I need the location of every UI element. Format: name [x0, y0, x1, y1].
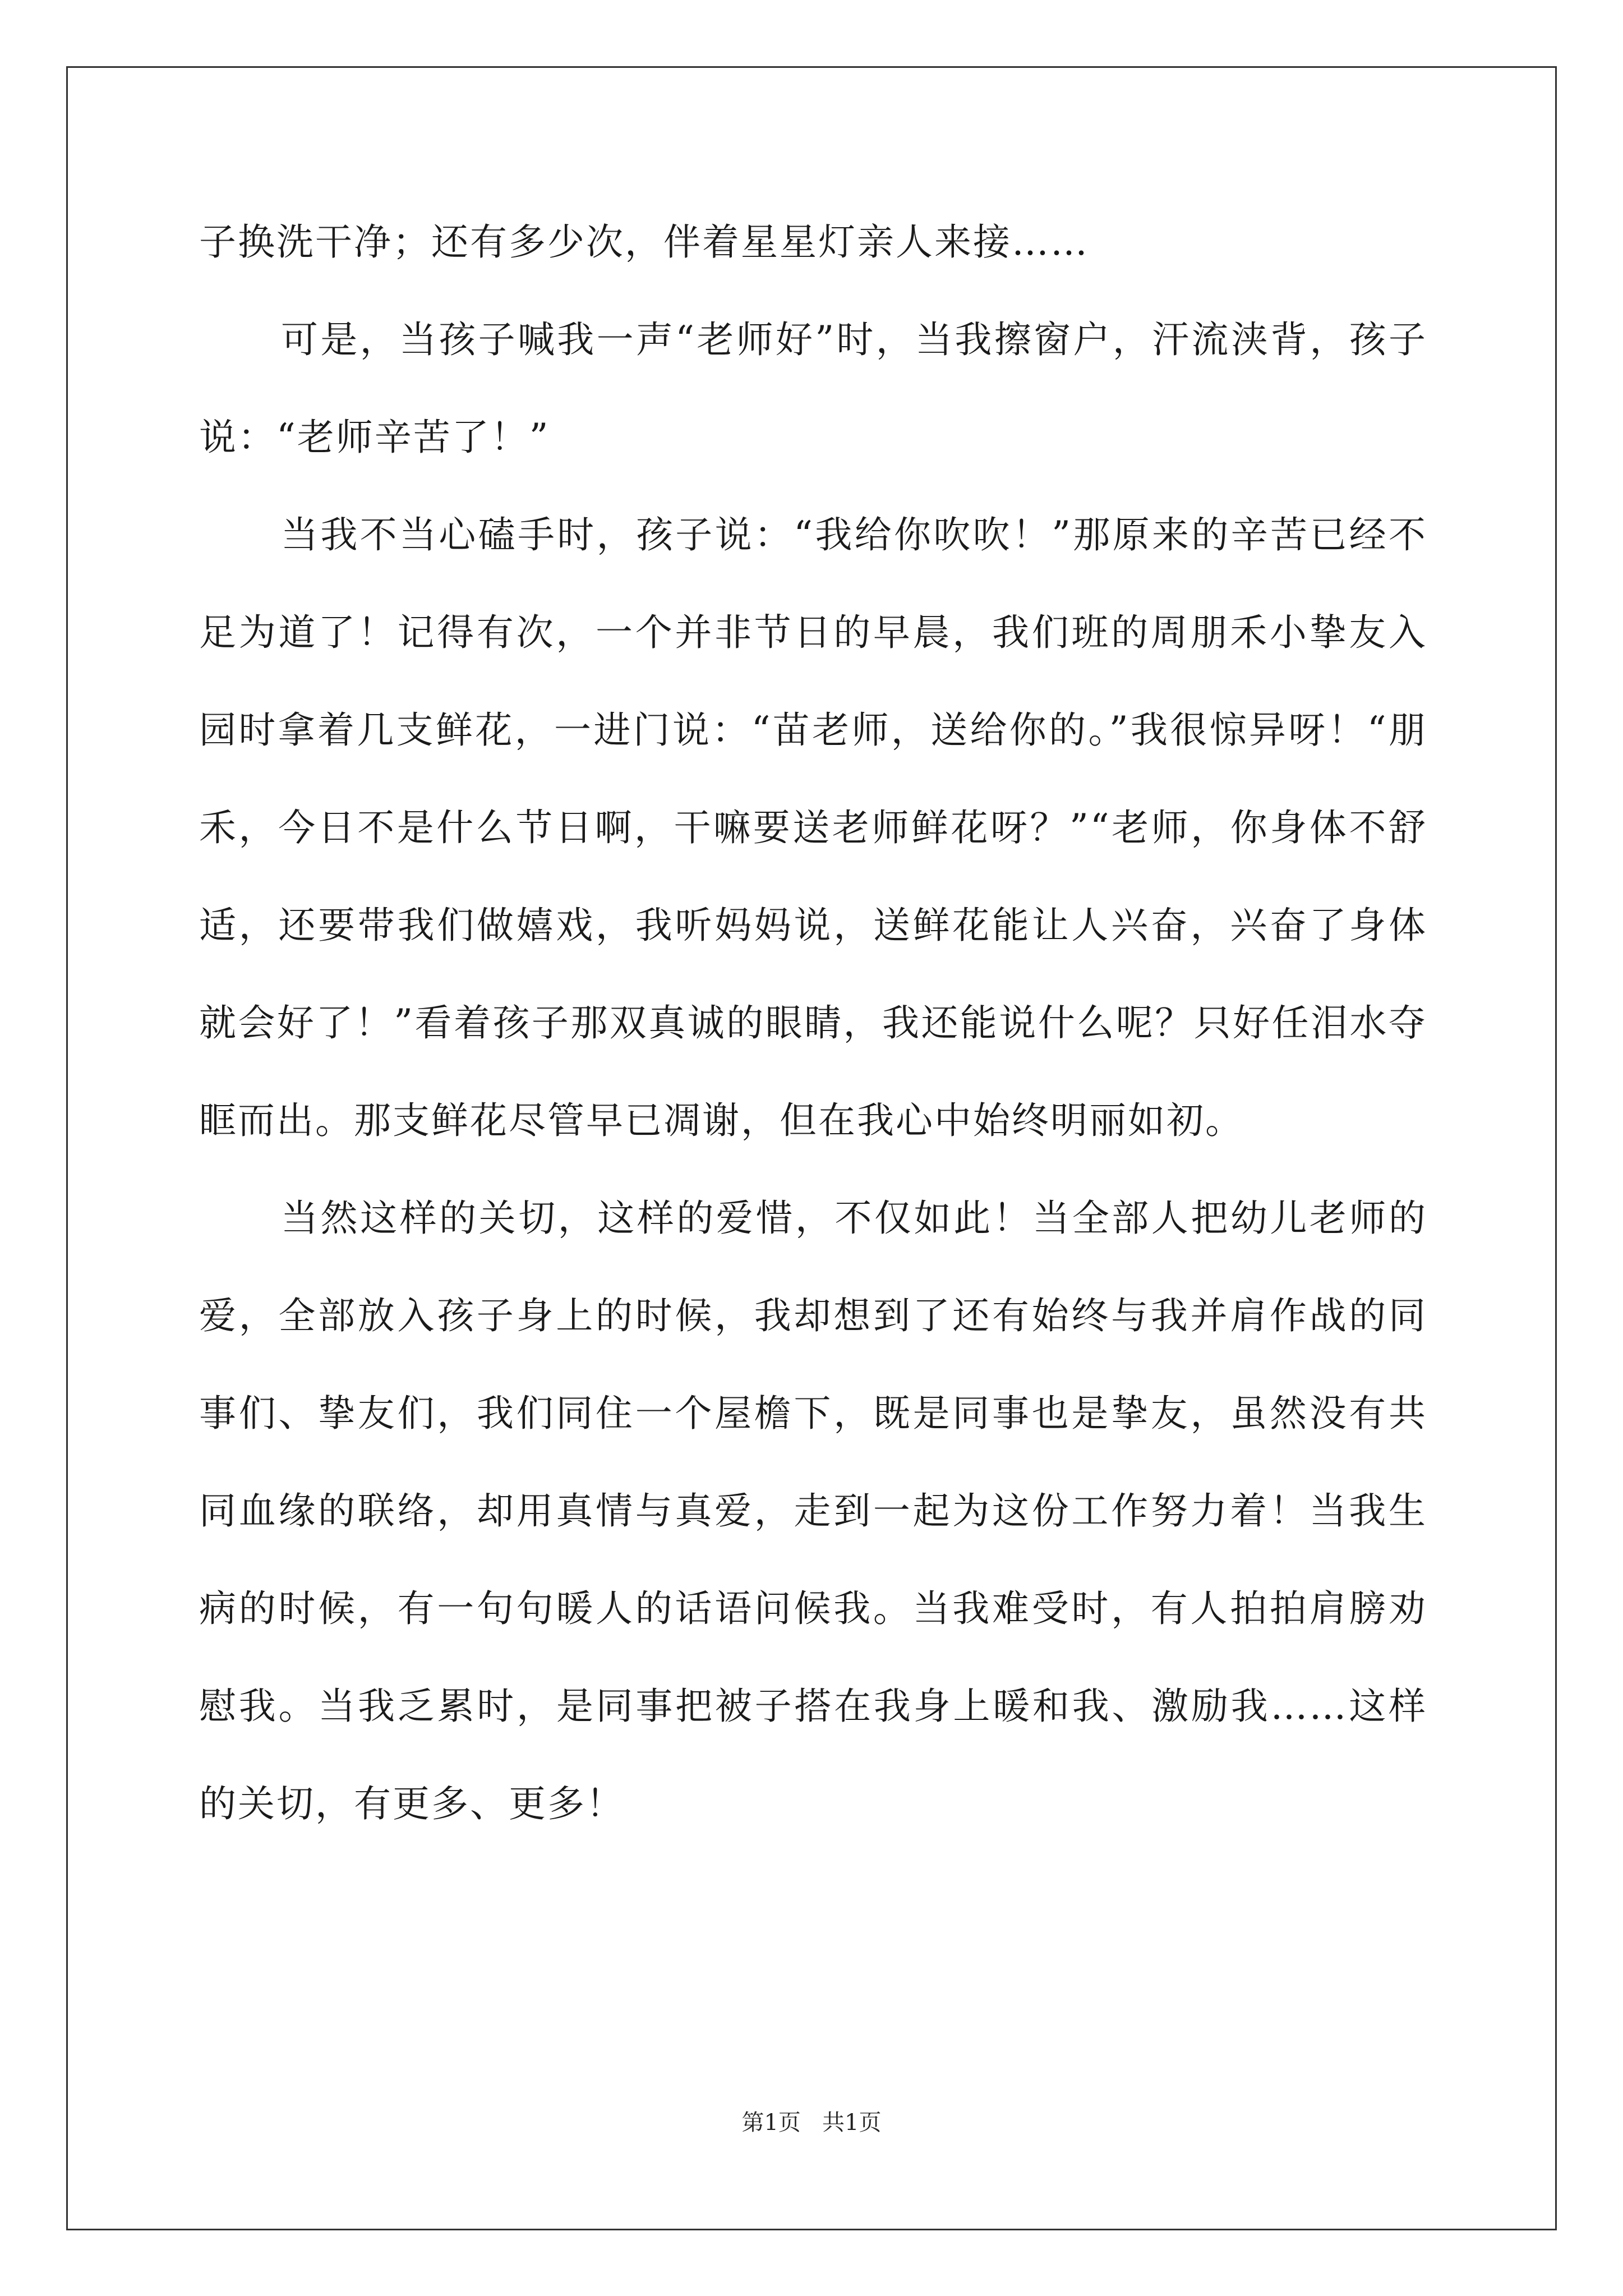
paragraph-3: 当我不当心磕手时，孩子说：“我给你吹吹！”那原来的辛苦已经不足为道了！记得有次，一个并非节日的早晨，我们班的周朋禾小挚友入园时拿着几支鲜花，一进门说：“苗老师，送给你的。”我很惊异呀！“朋禾，今日不是什么节日啊，干嘛要送老师鲜花呀？”“老师，你身体不舒适，还要带我们做嬉戏，我听妈妈说，送鲜花能让人兴奋，兴奋了身体就会好了！”看着孩子那双真诚的眼睛，我还能说什么呢？只好任泪水夺眶而出。那支鲜花尽管早已凋谢，但在我心中始终明丽如初。: [199, 513, 1427, 1142]
paragraph-2: 可是，当孩子喊我一声“老师好”时，当我擦窗户，汗流浃背，孩子说：“老师辛苦了！”: [199, 318, 1427, 459]
paragraph-4: 当然这样的关切，这样的爱惜，不仅如此！当全部人把幼儿老师的爱，全部放入孩子身上的时候，我却想到了还有始终与我并肩作战的同事们、挚友们，我们同住一个屋檐下，既是同事也是挚友，虽然没有共同血缘的联络，却用真情与真爱，走到一起为这份工作努力着！当我生病的时候，有一句句暖人的话语问候我。当我难受时，有人拍拍肩膀劝慰我。当我乏累时，是同事把被子搭在我身上暖和我、激励我……这样的关切，有更多、更多！: [199, 1197, 1427, 1825]
paragraph-1: 子换洗干净；还有多少次，伴着星星灯亲人来接……: [199, 220, 1089, 264]
document-body: [199, 194, 1427, 1853]
page-number-footer: 第1页 共1页: [741, 2110, 882, 2136]
